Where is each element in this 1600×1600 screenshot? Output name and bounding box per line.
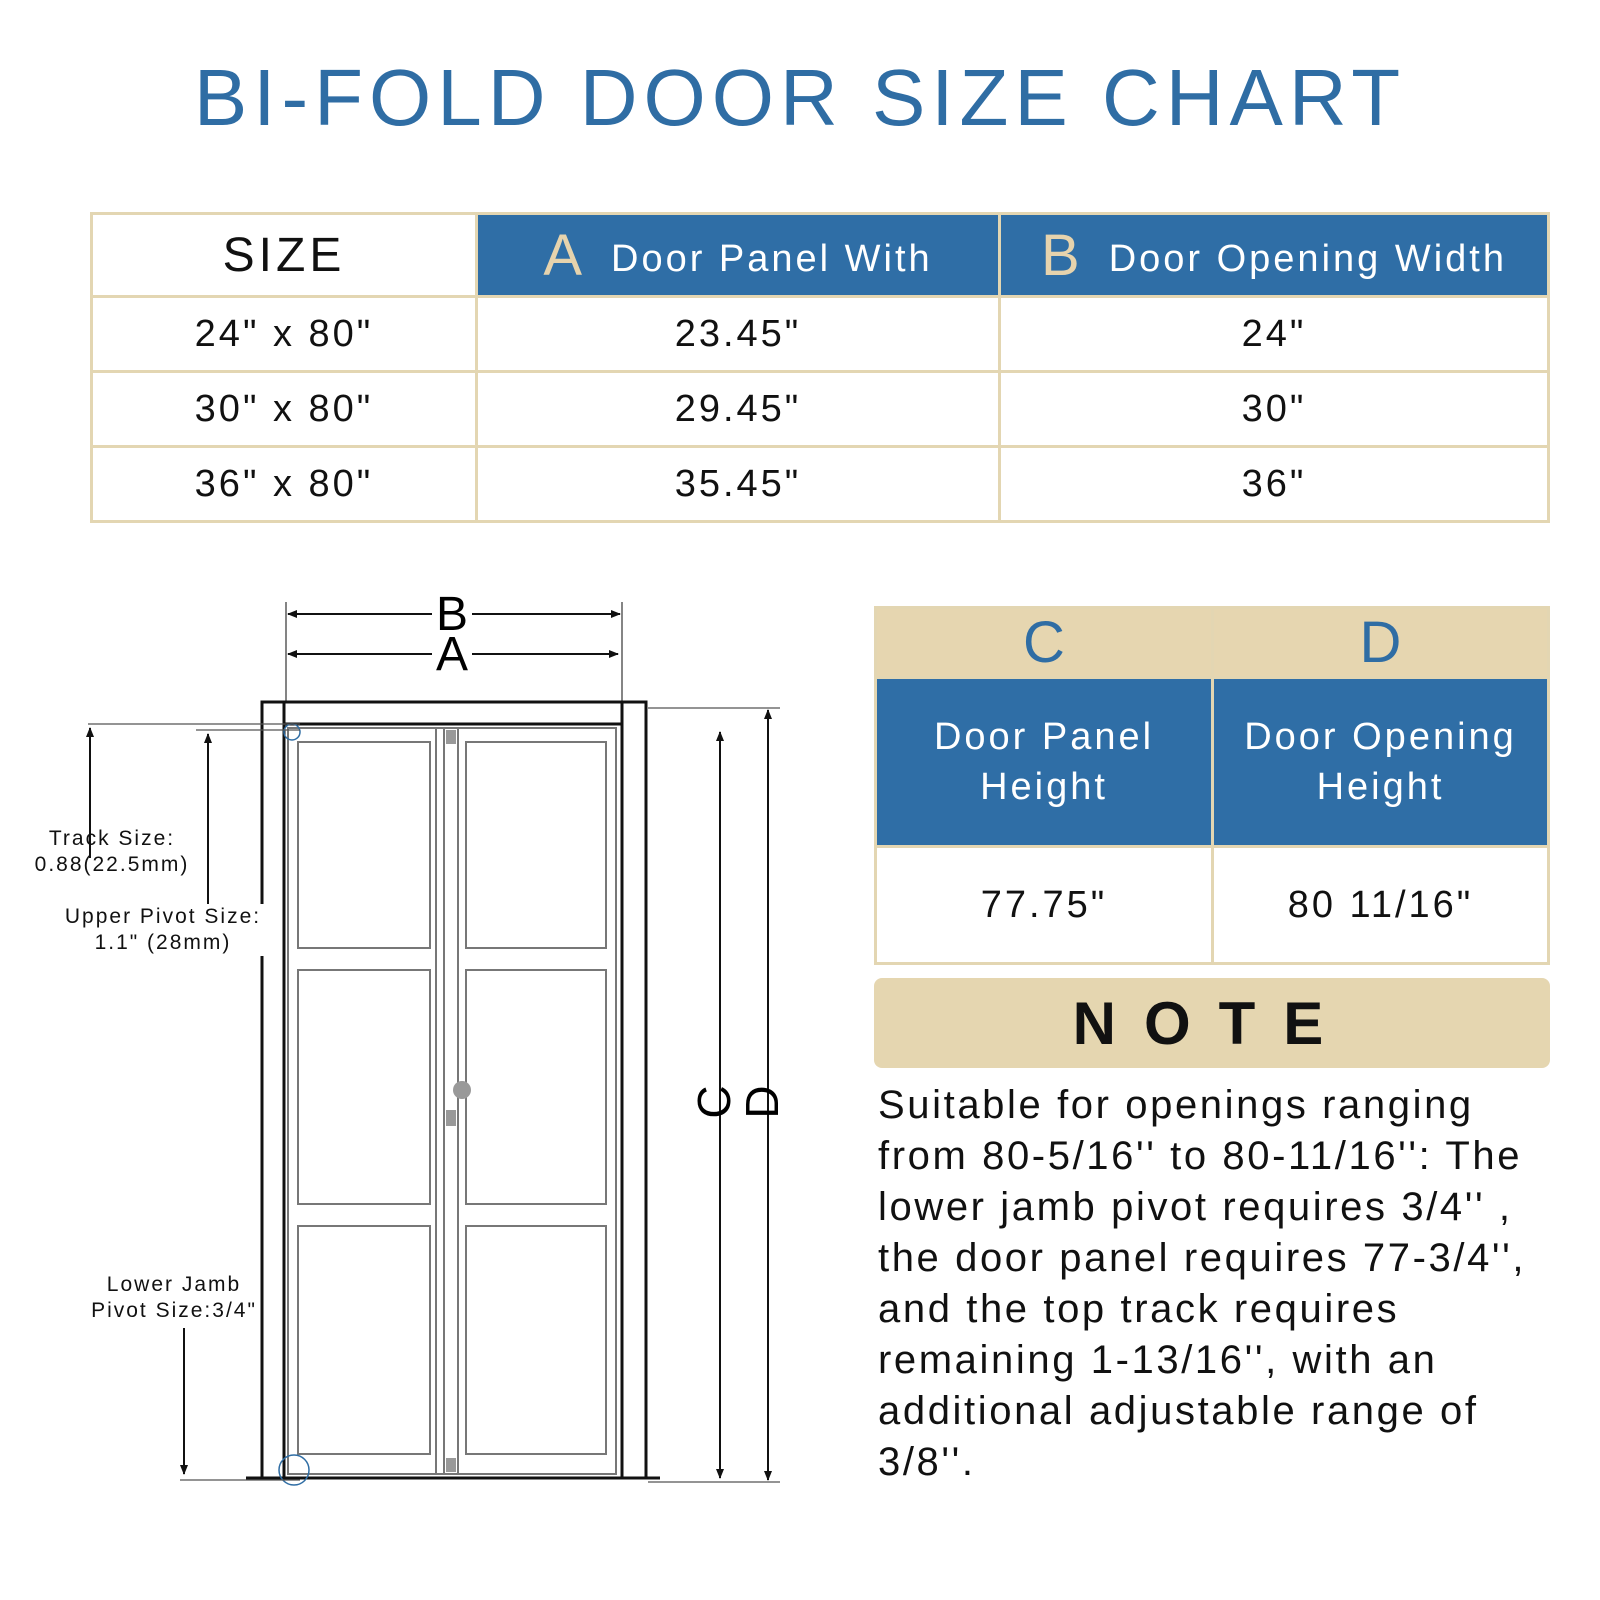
header-door-opening-height xyxy=(1213,678,1549,847)
cell-opening-width: 36" xyxy=(1000,447,1549,522)
track-size-callout xyxy=(24,826,200,878)
upper-pivot-callout xyxy=(56,904,270,956)
header-c-line2: Height xyxy=(980,766,1108,808)
height-table-header-row xyxy=(876,678,1549,847)
label-c: C xyxy=(688,1085,740,1119)
header-letter-b: B xyxy=(1041,222,1083,288)
note-text: Suitable for openings ranging from 80-5/16'' to 80-11/16'': The lower jamb pivot requires 3/4'' , the door panel requires 77-3/4'', and the top track requires remaining 1-13/16'', with an additional adjustable range of 3/8''. xyxy=(878,1083,1527,1484)
header-door-panel-height xyxy=(876,678,1213,847)
cell-panel-height: 77.75" xyxy=(876,847,1213,964)
size-table-header-row xyxy=(92,214,1549,297)
cell-opening-width: 24" xyxy=(1000,297,1549,372)
cell-panel-width: 35.45" xyxy=(477,447,1000,522)
dimension-c xyxy=(688,732,740,1478)
label-b: B xyxy=(435,588,469,641)
header-d-line2: Height xyxy=(1316,766,1445,808)
table-row xyxy=(92,447,1549,522)
table-row xyxy=(92,297,1549,372)
lower-jamb-label: Lower Jamb xyxy=(106,1273,242,1296)
header-door-panel-width xyxy=(477,214,1000,297)
header-a-label: Door Panel With xyxy=(611,237,933,280)
header-letter-c: C xyxy=(876,608,1213,678)
header-letter-a: A xyxy=(543,222,585,288)
size-table xyxy=(90,212,1550,523)
note-heading: NOTE xyxy=(874,978,1550,1068)
dimension-a xyxy=(288,628,618,681)
cell-panel-width: 29.45" xyxy=(477,372,1000,447)
height-table xyxy=(874,606,1550,965)
table-row xyxy=(876,847,1549,964)
page-title: BI-FOLD DOOR SIZE CHART xyxy=(193,53,1407,142)
label-a: A xyxy=(435,628,469,681)
cell-opening-height: 80 11/16" xyxy=(1213,847,1549,964)
header-d-line1: Door Opening xyxy=(1244,716,1517,758)
cell-size: 30" x 80" xyxy=(92,372,477,447)
header-b-label: Door Opening Width xyxy=(1108,237,1507,280)
cell-size: 24" x 80" xyxy=(92,297,477,372)
door-diagram xyxy=(0,580,820,1500)
track-size-label: Track Size: xyxy=(48,827,176,850)
lower-jamb-value: Pivot Size:3/4" xyxy=(91,1299,257,1322)
header-letter-d: D xyxy=(1213,608,1549,678)
lower-jamb-callout xyxy=(84,1272,264,1324)
track-size-value: 0.88(22.5mm) xyxy=(34,853,190,876)
cell-size: 36" x 80" xyxy=(92,447,477,522)
cell-opening-width: 30" xyxy=(1000,372,1549,447)
door-drawing xyxy=(0,580,820,1500)
right-door-panel xyxy=(444,728,616,1474)
header-size: SIZE xyxy=(92,214,477,297)
upper-pivot-label: Upper Pivot Size: xyxy=(64,905,262,928)
upper-pivot-value: 1.1" (28mm) xyxy=(94,931,232,954)
table-row xyxy=(92,372,1549,447)
header-c-line1: Door Panel xyxy=(933,716,1155,758)
height-table-letter-row xyxy=(876,608,1549,678)
cell-panel-width: 23.45" xyxy=(477,297,1000,372)
left-door-panel xyxy=(288,728,452,1474)
label-d: D xyxy=(736,1085,788,1119)
header-door-opening-width xyxy=(1000,214,1549,297)
